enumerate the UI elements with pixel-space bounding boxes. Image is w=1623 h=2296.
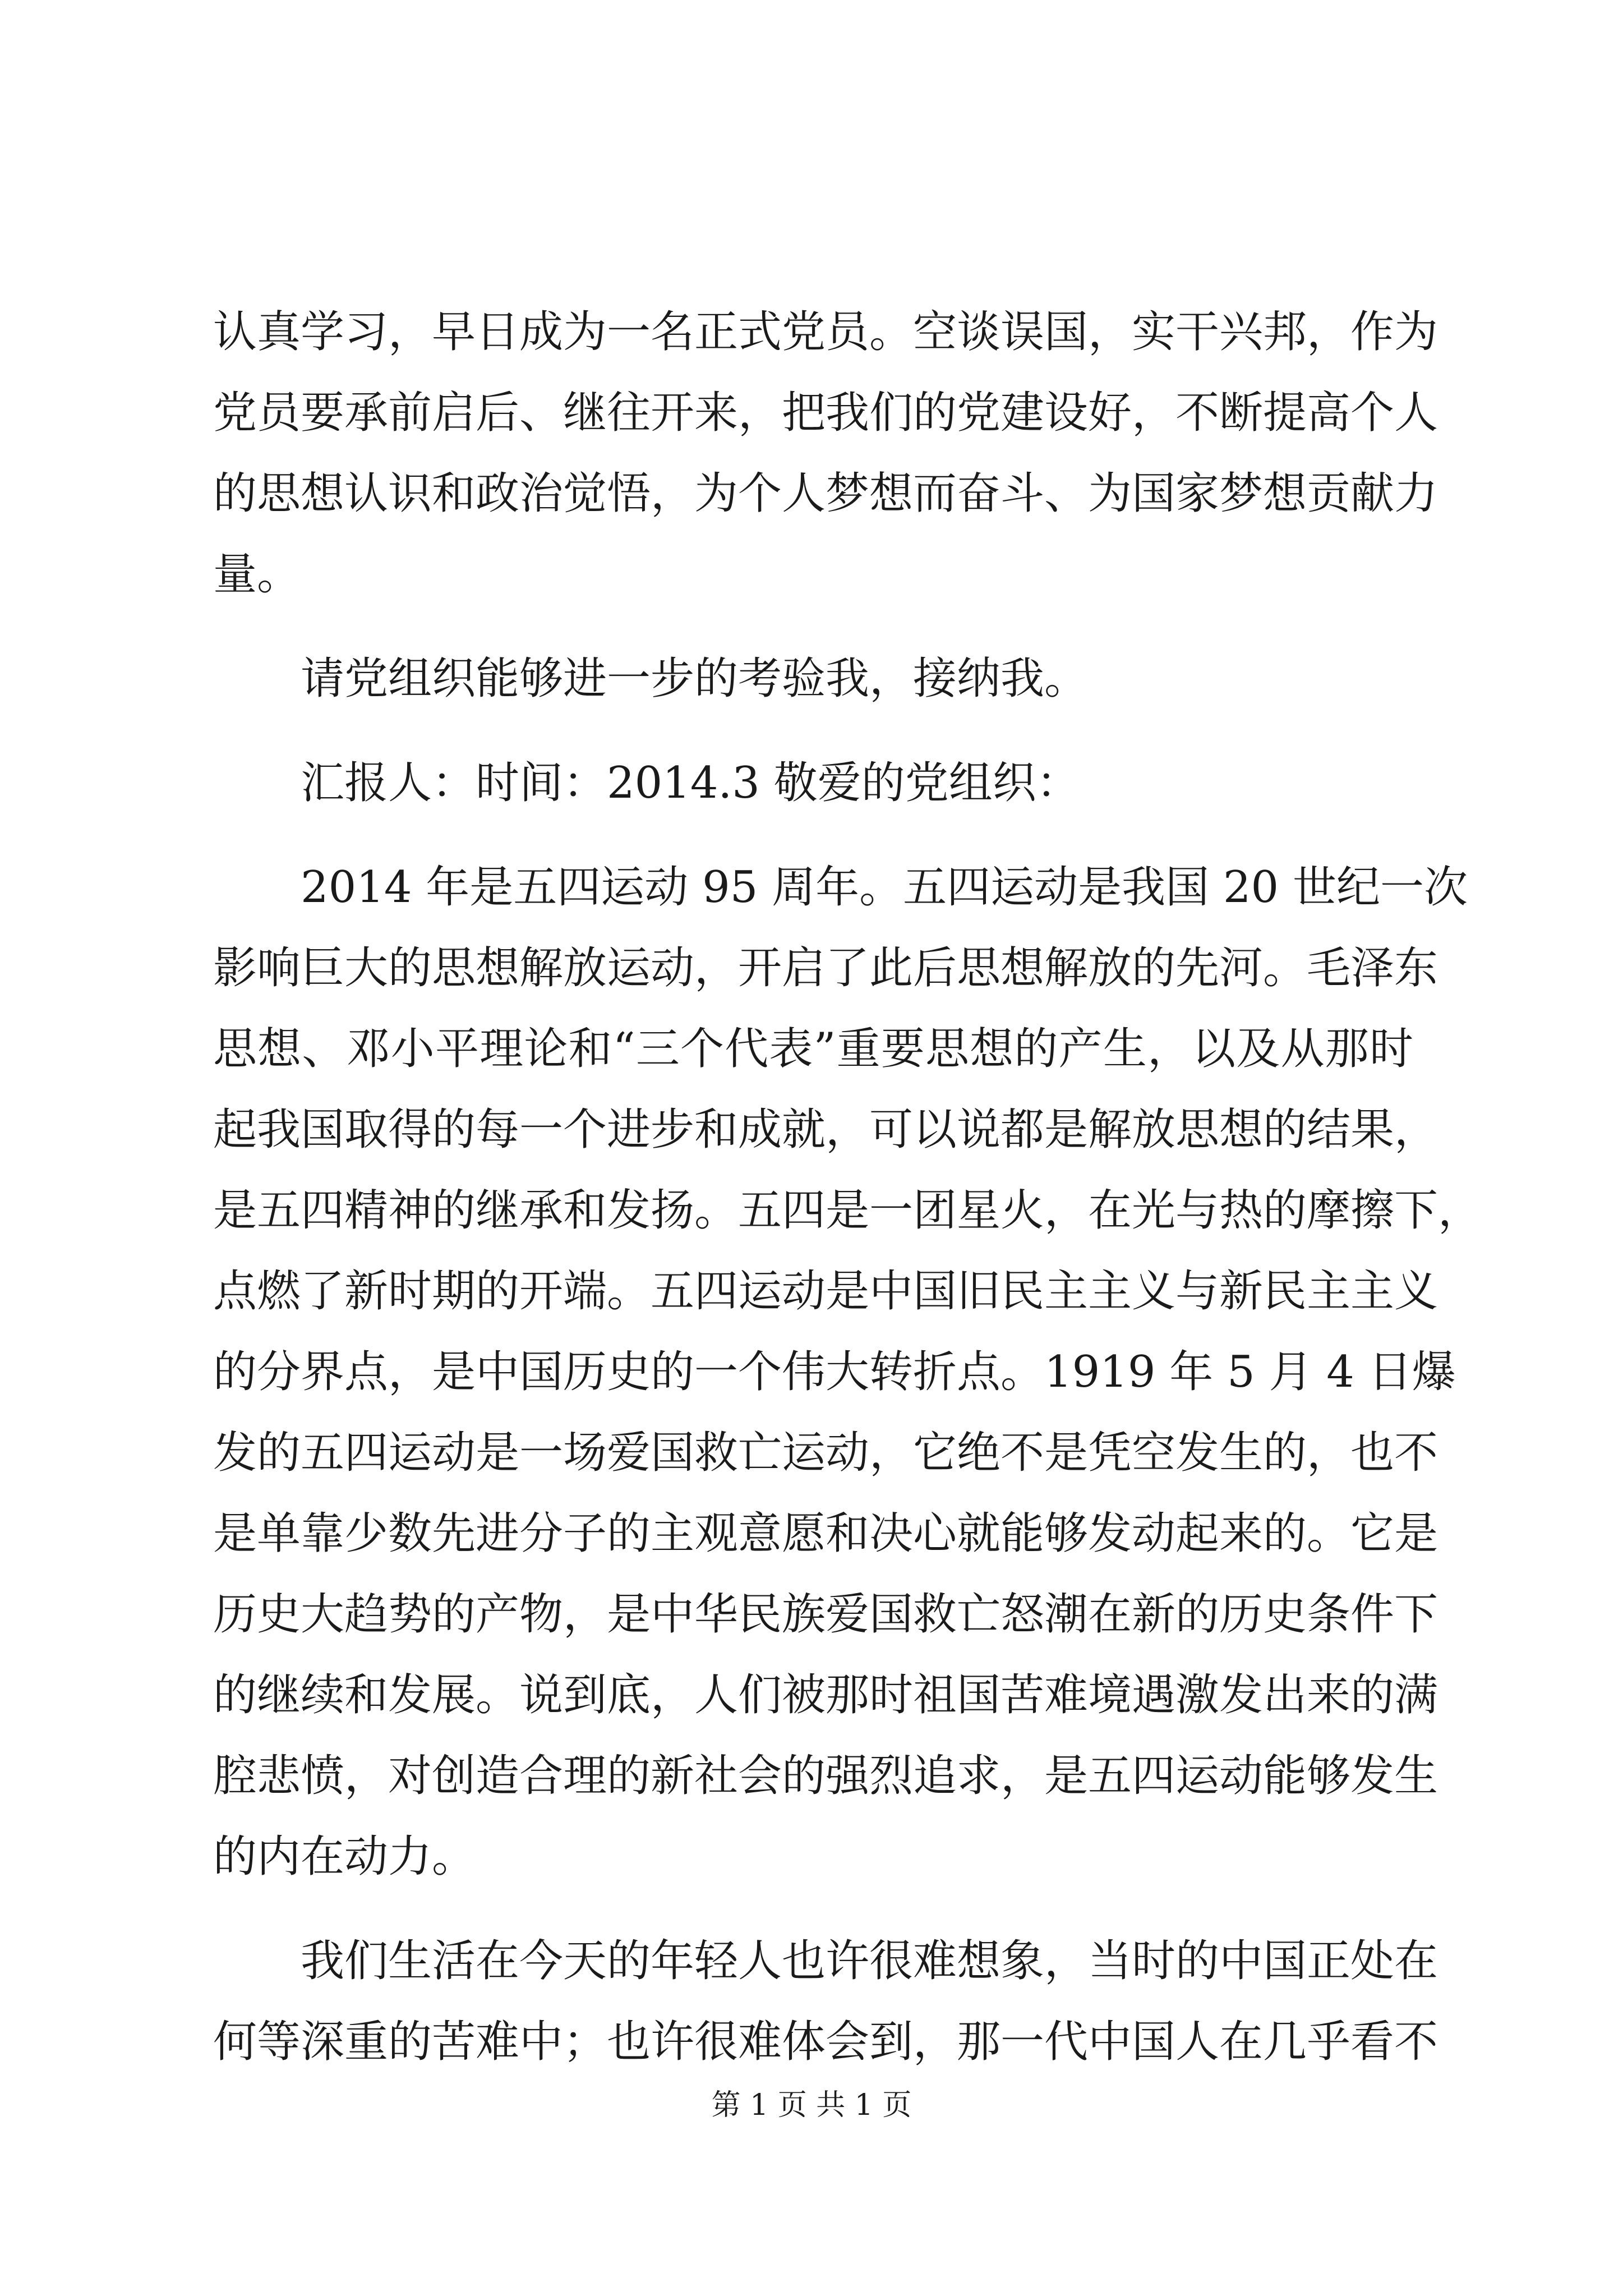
text-line: 是单靠少数先进分子的主观意愿和决心就能够发动起来的。它是 xyxy=(213,1508,1438,1559)
text-line: 认真学习，早日成为一名正式党员。空谈误国，实干兴邦，作为 xyxy=(213,307,1438,357)
text-line: 量。 xyxy=(213,549,301,600)
paragraph xyxy=(213,638,1413,719)
document-body xyxy=(213,292,1482,2082)
text-line: 点燃了新时期的开端。五四运动是中国旧民主主义与新民主主义 xyxy=(213,1266,1438,1317)
text-line: 起我国取得的每一个进步和成就，可以说都是解放思想的结果， xyxy=(213,1105,1438,1155)
paragraph-gap xyxy=(213,1897,1413,1921)
text-line: 的继续和发展。说到底，人们被那时祖国苦难境遇激发出来的满 xyxy=(213,1670,1438,1720)
text-line: 发的五四运动是一场爱国救亡运动，它绝不是凭空发生的，也不 xyxy=(213,1428,1438,1478)
paragraph-gap xyxy=(213,719,1413,743)
text-line: 党员要承前启后、继往开来，把我们的党建设好，不断提高个人 xyxy=(213,388,1438,438)
text-line: 影响巨大的思想解放运动，开启了此后思想解放的先河。毛泽东 xyxy=(213,943,1438,993)
text-line: 思想、邓小平理论和“三个代表”重要思想的产生，以及从那时 xyxy=(213,1024,1413,1074)
paragraph xyxy=(213,743,1413,823)
page-footer: 第 1 页 共 1 页 xyxy=(711,2088,912,2122)
text-line: 历史大趋势的产物，是中华民族爱国救亡怒潮在新的历史条件下 xyxy=(213,1589,1438,1640)
text-line: 何等深重的苦难中；也许很难体会到，那一代中国人在几乎看不 xyxy=(213,2017,1438,2067)
paragraph xyxy=(213,847,1482,1897)
paragraph-gap xyxy=(213,615,1413,638)
text-line: 是五四精神的继承和发扬。五四是一团星火，在光与热的摩擦下， xyxy=(213,1185,1482,1236)
text-line: 我们生活在今天的年轻人也许很难想象，当时的中国正处在 xyxy=(301,1936,1438,1986)
text-line: 的思想认识和政治觉悟，为个人梦想而奋斗、为国家梦想贡献力 xyxy=(213,468,1438,519)
text-line: 请党组织能够进一步的考验我，接纳我。 xyxy=(301,654,1089,704)
paragraph-gap xyxy=(213,823,1413,847)
text-line: 2014 年是五四运动 95 周年。五四运动是我国 20 世纪一次 xyxy=(301,862,1468,913)
paragraph xyxy=(213,292,1438,615)
text-line: 腔悲愤，对创造合理的新社会的强烈追求，是五四运动能够发生 xyxy=(213,1751,1438,1801)
text-line: 的内在动力。 xyxy=(213,1832,476,1882)
text-line: 汇报人：时间：2014.3 敬爱的党组织： xyxy=(301,758,1080,808)
paragraph xyxy=(213,1921,1438,2082)
text-line: 的分界点，是中国历史的一个伟大转折点。1919 年 5 月 4 日爆 xyxy=(213,1347,1456,1397)
